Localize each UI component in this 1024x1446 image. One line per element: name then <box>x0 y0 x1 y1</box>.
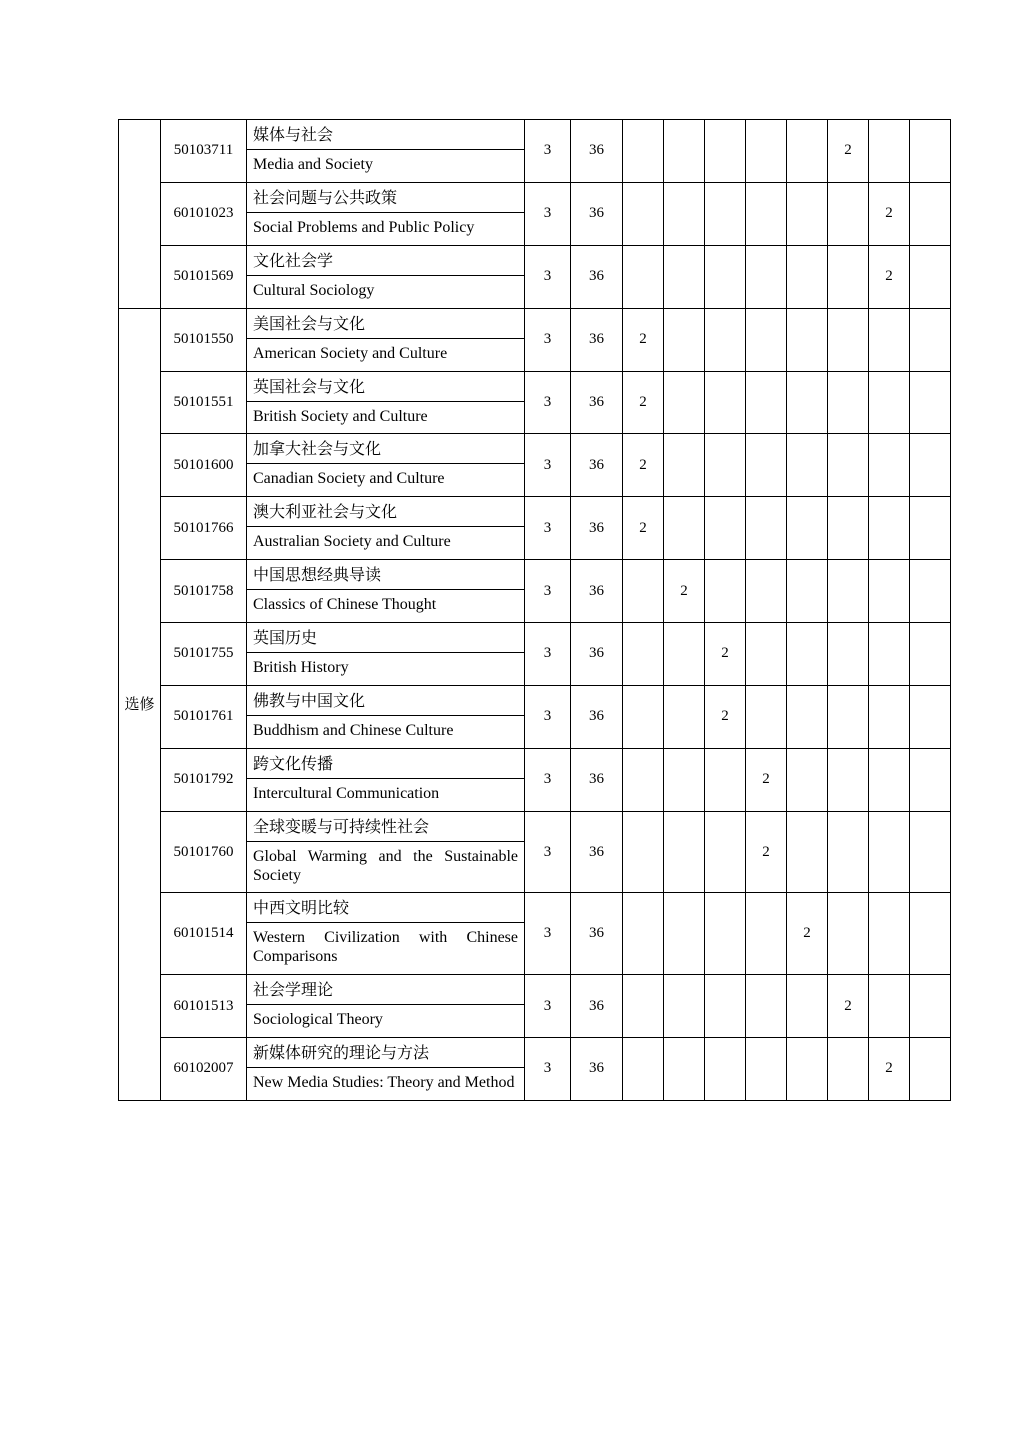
term-6-hours <box>828 434 869 497</box>
course-name-en: Cultural Sociology <box>253 281 375 299</box>
course-credit: 3 <box>525 497 571 560</box>
term-4-hours <box>746 975 787 1038</box>
term-7-hours <box>869 560 910 623</box>
category-cell-elective: 选修 <box>119 308 161 1100</box>
course-name-en: British Society and Culture <box>253 407 428 425</box>
term-1-hours <box>623 182 664 245</box>
course-code: 50101550 <box>161 308 247 371</box>
course-credit: 3 <box>525 1038 571 1101</box>
term-4-hours <box>746 182 787 245</box>
term-4-hours: 2 <box>746 748 787 811</box>
term-2-hours <box>664 182 705 245</box>
curriculum-table <box>118 119 951 1101</box>
term-2-hours <box>664 685 705 748</box>
term-1-hours <box>623 120 664 183</box>
term-7-hours <box>869 371 910 434</box>
term-8-hours <box>910 685 951 748</box>
course-hours: 36 <box>571 811 623 893</box>
term-5-hours <box>787 308 828 371</box>
course-name-cn: 英国社会与文化 <box>247 372 524 402</box>
table-row <box>119 497 951 560</box>
term-3-hours <box>705 560 746 623</box>
course-name <box>247 245 525 308</box>
term-6-hours <box>828 1038 869 1101</box>
term-6-hours <box>828 371 869 434</box>
term-6-hours <box>828 748 869 811</box>
course-credit: 3 <box>525 371 571 434</box>
course-code: 50101766 <box>161 497 247 560</box>
term-6-hours <box>828 811 869 893</box>
course-name-en: Global Warming and the Sustainable Society <box>253 847 518 884</box>
term-2-hours <box>664 975 705 1038</box>
table-row <box>119 1038 951 1101</box>
term-8-hours <box>910 1038 951 1101</box>
term-3-hours <box>705 811 746 893</box>
course-hours: 36 <box>571 371 623 434</box>
term-4-hours <box>746 308 787 371</box>
term-7-hours <box>869 497 910 560</box>
course-name-cn: 加拿大社会与文化 <box>247 434 524 464</box>
course-hours: 36 <box>571 893 623 975</box>
term-8-hours <box>910 245 951 308</box>
term-1-hours <box>623 245 664 308</box>
term-8-hours <box>910 371 951 434</box>
course-code: 60101513 <box>161 975 247 1038</box>
term-2-hours <box>664 434 705 497</box>
term-1-hours <box>623 1038 664 1101</box>
course-name <box>247 1038 525 1101</box>
term-7-hours <box>869 748 910 811</box>
term-8-hours <box>910 893 951 975</box>
course-code: 50101761 <box>161 685 247 748</box>
course-hours: 36 <box>571 975 623 1038</box>
table-row <box>119 434 951 497</box>
course-code: 60101023 <box>161 182 247 245</box>
term-8-hours <box>910 120 951 183</box>
table-row <box>119 685 951 748</box>
term-1-hours: 2 <box>623 497 664 560</box>
table-row <box>119 245 951 308</box>
term-2-hours <box>664 748 705 811</box>
term-5-hours <box>787 245 828 308</box>
term-6-hours <box>828 623 869 686</box>
term-4-hours <box>746 371 787 434</box>
term-6-hours <box>828 497 869 560</box>
table-row <box>119 182 951 245</box>
table-row <box>119 748 951 811</box>
term-8-hours <box>910 748 951 811</box>
course-name-cn: 美国社会与文化 <box>247 309 524 339</box>
term-7-hours <box>869 434 910 497</box>
course-credit: 3 <box>525 434 571 497</box>
course-credit: 3 <box>525 120 571 183</box>
term-4-hours <box>746 623 787 686</box>
course-name-cn: 佛教与中国文化 <box>247 686 524 716</box>
term-2-hours <box>664 811 705 893</box>
course-code: 60101514 <box>161 893 247 975</box>
course-hours: 36 <box>571 497 623 560</box>
term-5-hours <box>787 623 828 686</box>
course-credit: 3 <box>525 975 571 1038</box>
course-name-cn: 文化社会学 <box>247 246 524 276</box>
course-hours: 36 <box>571 685 623 748</box>
term-1-hours <box>623 811 664 893</box>
term-7-hours <box>869 623 910 686</box>
term-3-hours <box>705 1038 746 1101</box>
term-7-hours <box>869 308 910 371</box>
course-name-cn: 媒体与社会 <box>247 120 524 150</box>
term-2-hours: 2 <box>664 560 705 623</box>
term-4-hours <box>746 685 787 748</box>
course-hours: 36 <box>571 1038 623 1101</box>
course-name <box>247 560 525 623</box>
term-3-hours <box>705 371 746 434</box>
term-7-hours <box>869 975 910 1038</box>
term-5-hours <box>787 120 828 183</box>
table-row <box>119 560 951 623</box>
course-credit: 3 <box>525 893 571 975</box>
course-credit: 3 <box>525 308 571 371</box>
term-8-hours <box>910 497 951 560</box>
term-2-hours <box>664 497 705 560</box>
course-hours: 36 <box>571 245 623 308</box>
table-body <box>119 120 951 1101</box>
term-7-hours: 2 <box>869 1038 910 1101</box>
course-code: 50101758 <box>161 560 247 623</box>
course-name <box>247 308 525 371</box>
course-name-en: Buddhism and Chinese Culture <box>253 721 454 739</box>
course-name-cn: 跨文化传播 <box>247 749 524 779</box>
course-name <box>247 182 525 245</box>
term-2-hours <box>664 120 705 183</box>
term-1-hours <box>623 975 664 1038</box>
course-credit: 3 <box>525 182 571 245</box>
term-4-hours <box>746 893 787 975</box>
course-name-cn: 澳大利亚社会与文化 <box>247 497 524 527</box>
term-7-hours: 2 <box>869 245 910 308</box>
course-code: 60102007 <box>161 1038 247 1101</box>
table-row <box>119 975 951 1038</box>
term-2-hours <box>664 245 705 308</box>
table-row <box>119 371 951 434</box>
term-5-hours <box>787 560 828 623</box>
course-name <box>247 685 525 748</box>
course-name <box>247 893 525 975</box>
term-5-hours <box>787 182 828 245</box>
term-3-hours <box>705 182 746 245</box>
term-4-hours <box>746 434 787 497</box>
course-name <box>247 975 525 1038</box>
category-cell-continued <box>119 120 161 309</box>
term-8-hours <box>910 434 951 497</box>
term-4-hours <box>746 497 787 560</box>
course-name-en: Intercultural Communication <box>253 784 440 802</box>
term-3-hours <box>705 308 746 371</box>
term-7-hours <box>869 893 910 975</box>
term-3-hours <box>705 497 746 560</box>
term-6-hours: 2 <box>828 975 869 1038</box>
course-hours: 36 <box>571 748 623 811</box>
term-6-hours <box>828 308 869 371</box>
course-credit: 3 <box>525 685 571 748</box>
course-credit: 3 <box>525 623 571 686</box>
term-2-hours <box>664 893 705 975</box>
term-3-hours <box>705 748 746 811</box>
term-2-hours <box>664 1038 705 1101</box>
course-code: 50101792 <box>161 748 247 811</box>
term-5-hours <box>787 497 828 560</box>
term-5-hours <box>787 975 828 1038</box>
course-name-cn: 英国历史 <box>247 623 524 653</box>
term-7-hours <box>869 685 910 748</box>
course-code: 50101755 <box>161 623 247 686</box>
course-code: 50101551 <box>161 371 247 434</box>
term-1-hours: 2 <box>623 434 664 497</box>
term-6-hours: 2 <box>828 120 869 183</box>
course-name <box>247 497 525 560</box>
term-1-hours <box>623 623 664 686</box>
term-5-hours <box>787 748 828 811</box>
term-6-hours <box>828 893 869 975</box>
table-row <box>119 623 951 686</box>
course-name-en: British History <box>253 659 349 676</box>
term-1-hours <box>623 748 664 811</box>
course-name-cn: 社会问题与公共政策 <box>247 183 524 213</box>
term-2-hours <box>664 308 705 371</box>
term-3-hours <box>705 245 746 308</box>
course-name-en: New Media Studies: Theory and Method <box>253 1074 515 1091</box>
term-5-hours: 2 <box>787 893 828 975</box>
course-code: 50103711 <box>161 120 247 183</box>
course-name-en: Sociological Theory <box>253 1011 383 1029</box>
term-8-hours <box>910 308 951 371</box>
course-name-cn: 社会学理论 <box>247 975 524 1005</box>
course-code: 50101600 <box>161 434 247 497</box>
term-7-hours <box>869 120 910 183</box>
term-3-hours <box>705 434 746 497</box>
term-6-hours <box>828 182 869 245</box>
course-name-cn: 中西文明比较 <box>247 893 524 923</box>
term-3-hours <box>705 893 746 975</box>
term-3-hours <box>705 120 746 183</box>
course-credit: 3 <box>525 245 571 308</box>
term-6-hours <box>828 685 869 748</box>
term-2-hours <box>664 371 705 434</box>
course-name <box>247 120 525 183</box>
table-row <box>119 893 951 975</box>
term-4-hours <box>746 1038 787 1101</box>
course-credit: 3 <box>525 811 571 893</box>
term-4-hours <box>746 560 787 623</box>
table-row <box>119 308 951 371</box>
course-name-cn: 新媒体研究的理论与方法 <box>247 1038 524 1068</box>
term-7-hours: 2 <box>869 182 910 245</box>
term-6-hours <box>828 245 869 308</box>
course-name <box>247 623 525 686</box>
course-name-en: Classics of Chinese Thought <box>253 596 437 614</box>
course-name <box>247 434 525 497</box>
term-1-hours: 2 <box>623 371 664 434</box>
course-credit: 3 <box>525 748 571 811</box>
course-hours: 36 <box>571 308 623 371</box>
term-5-hours <box>787 811 828 893</box>
term-3-hours <box>705 975 746 1038</box>
term-1-hours <box>623 560 664 623</box>
term-8-hours <box>910 623 951 686</box>
course-name-en: Australian Society and Culture <box>253 533 451 551</box>
course-hours: 36 <box>571 182 623 245</box>
course-name-cn: 中国思想经典导读 <box>247 560 524 590</box>
course-credit: 3 <box>525 560 571 623</box>
term-5-hours <box>787 371 828 434</box>
course-name-en: Western Civilization with Chinese Comparisons <box>253 929 518 966</box>
course-name-en: Canadian Society and Culture <box>253 470 445 488</box>
term-4-hours <box>746 120 787 183</box>
term-1-hours <box>623 685 664 748</box>
term-4-hours: 2 <box>746 811 787 893</box>
course-name-en: Social Problems and Public Policy <box>253 218 475 236</box>
course-hours: 36 <box>571 560 623 623</box>
course-hours: 36 <box>571 434 623 497</box>
term-3-hours: 2 <box>705 623 746 686</box>
course-code: 50101760 <box>161 811 247 893</box>
course-code: 50101569 <box>161 245 247 308</box>
term-4-hours <box>746 245 787 308</box>
term-6-hours <box>828 560 869 623</box>
term-8-hours <box>910 560 951 623</box>
course-name-en: American Society and Culture <box>253 344 448 362</box>
course-name <box>247 371 525 434</box>
term-7-hours <box>869 811 910 893</box>
term-3-hours: 2 <box>705 685 746 748</box>
term-2-hours <box>664 623 705 686</box>
term-1-hours <box>623 893 664 975</box>
course-name-en: Media and Society <box>253 156 373 173</box>
table-row <box>119 811 951 893</box>
table-row <box>119 120 951 183</box>
term-5-hours <box>787 685 828 748</box>
term-8-hours <box>910 182 951 245</box>
term-5-hours <box>787 434 828 497</box>
term-1-hours: 2 <box>623 308 664 371</box>
course-name-cn: 全球变暖与可持续性社会 <box>247 812 524 842</box>
course-hours: 36 <box>571 623 623 686</box>
term-8-hours <box>910 811 951 893</box>
course-name <box>247 811 525 893</box>
course-name <box>247 748 525 811</box>
term-8-hours <box>910 975 951 1038</box>
course-hours: 36 <box>571 120 623 183</box>
term-5-hours <box>787 1038 828 1101</box>
